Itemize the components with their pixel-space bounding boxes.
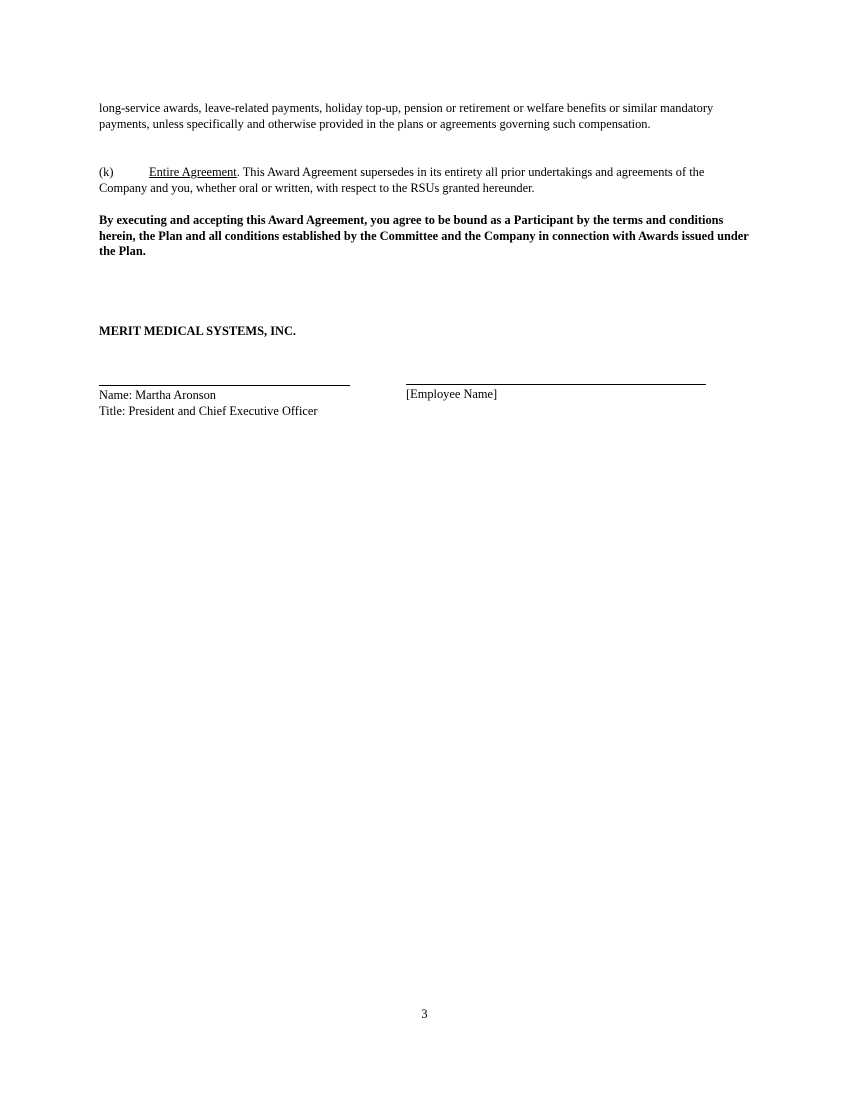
acceptance-paragraph: By executing and accepting this Award Agreement, you agree to be bound as a Participant by the terms and conditions herein, the Plan and all conditions established by the Committee and the Company in connection with Awards issued under the Plan. — [99, 213, 749, 258]
company-signature-line — [99, 385, 350, 386]
signatory-title: Title: President and Chief Executive Officer — [99, 404, 318, 418]
page-number: 3 — [421, 1007, 428, 1021]
section-label: (k) — [99, 165, 114, 179]
continuation-paragraph: long-service awards, leave-related payments, holiday top-up, pension or retirement or welfare benefits or similar mandatory payments, unless specifically and otherwise provided in the plans or agreements governing such compensation. — [99, 101, 714, 131]
signatory-name: Name: Martha Aronson — [99, 388, 216, 402]
section-body: . This Award Agreement supersedes in its entirety all prior undertakings and agreements of the Company and you, whether oral or written, with respect to the RSUs granted hereunder. — [99, 165, 705, 195]
employee-name-placeholder: [Employee Name] — [406, 387, 498, 401]
entire-agreement-paragraph — [99, 165, 749, 196]
company-name: MERIT MEDICAL SYSTEMS, INC. — [99, 324, 297, 338]
employee-signature-line — [406, 384, 706, 385]
section-heading: Entire Agreement — [149, 165, 237, 179]
